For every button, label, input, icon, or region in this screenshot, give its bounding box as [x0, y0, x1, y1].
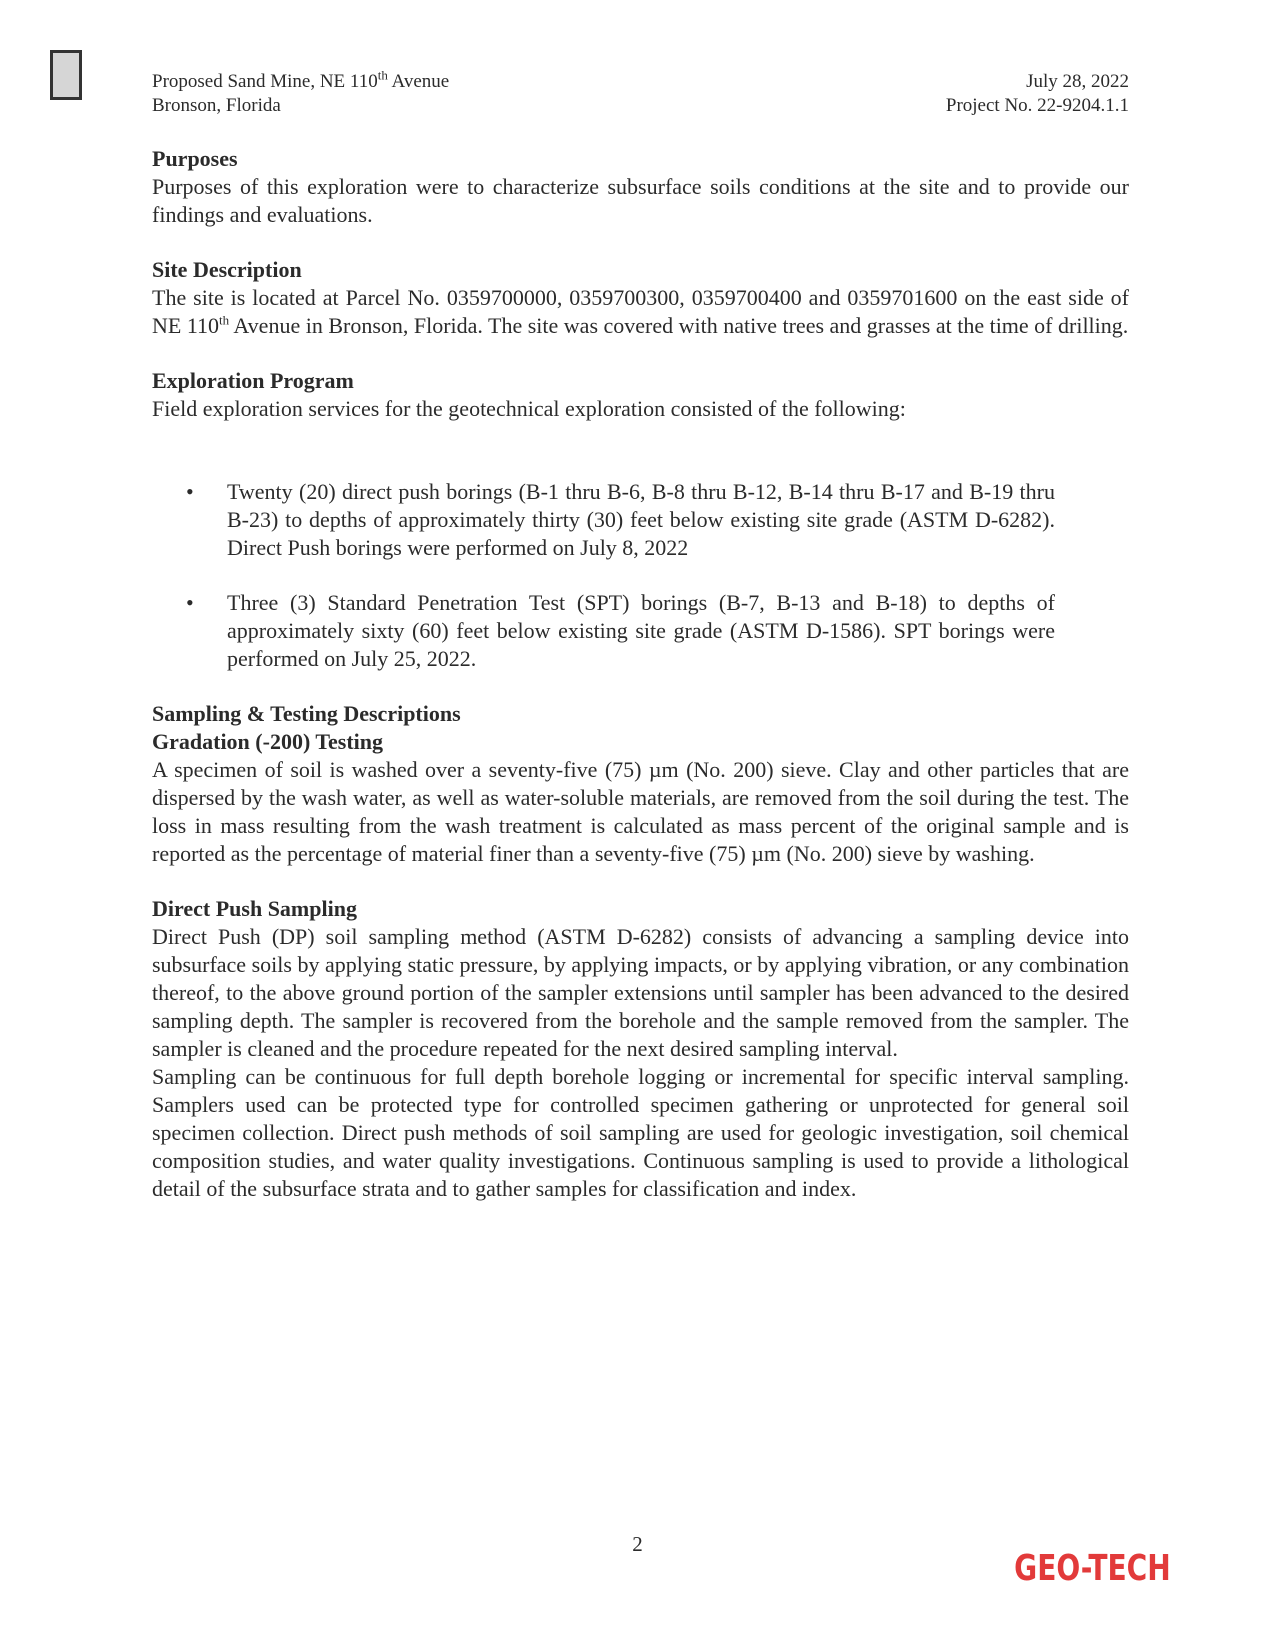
sampling-testing-heading: Sampling & Testing Descriptions [152, 701, 461, 726]
corner-marker [50, 50, 82, 100]
header-project-number: Project No. 22-9204.1.1 [945, 95, 1129, 116]
section-gradation [152, 728, 1129, 868]
section-exploration-program [152, 367, 1129, 673]
exploration-bullet-list [152, 478, 1129, 673]
site-description-text: The site is located at Parcel No. 0359700000, 0359700300, 0359700400 and 0359701600 on the east side of NE 110th Avenue in Bronson, Florida. The site was covered with native trees and grasses at the time of drilling. [152, 285, 1129, 338]
gradation-heading: Gradation (-200) Testing [152, 729, 384, 754]
section-direct-push [152, 895, 1129, 1203]
section-site-description [152, 256, 1129, 340]
page-number: 2 [632, 1532, 643, 1556]
direct-push-paragraph-1: Direct Push (DP) soil sampling method (ASTM D-6282) consists of advancing a sampling device into subsurface soils by applying static pressure, by applying impacts, or by applying vibration, or any combination thereof, to the above ground portion of the sampler extensions until sampler has been advanced to the desired sampling depth. The sampler is recovered from the borehole and the sample removed from the sampler. The sampler is cleaned and the procedure repeated for the next desired sampling interval. [152, 924, 1129, 1061]
site-description-heading: Site Description [152, 257, 302, 282]
list-item: • Three (3) Standard Penetration Test (SPT) borings (B-7, B-13 and B-18) to depths of approximately sixty (60) feet below existing site grade (ASTM D-1586). SPT borings were performed on July 25, 2022. [186, 590, 1055, 671]
list-item: • Twenty (20) direct push borings (B-1 thru B-6, B-8 thru B-12, B-14 thru B-17 and B-19 thru B-23) to depths of approximately thirty (30) feet below existing site grade (ASTM D-6282). Direct Push borings were performed on July 8, 2022 [186, 479, 1055, 560]
gradation-text: A specimen of soil is washed over a seventy-five (75) µm (No. 200) sieve. Clay and other particles that are dispersed by the wash water, as well as water-soluble materials, are removed from the soil during the test. The loss in mass resulting from the wash treatment is calculated as mass percent of the original sample and is reported as the percentage of material finer than a seventy-five (75) µm (No. 200) sieve by washing. [152, 757, 1129, 866]
header-right [946, 70, 1129, 118]
exploration-program-intro: Field exploration services for the geotechnical exploration consisted of the following: [152, 396, 906, 421]
document-body [152, 145, 1129, 1203]
purposes-heading: Purposes [152, 146, 238, 171]
purposes-text: Purposes of this exploration were to characterize subsurface soils conditions at the site and to provide our findings and evaluations. [152, 174, 1129, 227]
header-left [152, 67, 450, 118]
bullet-icon: • [186, 590, 194, 615]
direct-push-heading: Direct Push Sampling [152, 896, 357, 921]
section-purposes [152, 145, 1129, 229]
geo-tech-logo: GEO-TECH [1014, 1548, 1171, 1589]
direct-push-paragraph-2: Sampling can be continuous for full depth borehole logging or incremental for specific interval sampling. Samplers used can be protected type for controlled specimen gathering or unprotected for general soil specimen collection. Direct push methods of soil sampling are used for geologic investigation, soil chemical composition studies, and water quality investigations. Continuous sampling is used to provide a lithological detail of the subsurface strata and to gather samples for classification and index. [152, 1064, 1129, 1201]
header-date: July 28, 2022 [1026, 71, 1129, 92]
bullet-icon: • [186, 479, 194, 504]
exploration-program-heading: Exploration Program [152, 368, 354, 393]
header-project-line: Proposed Sand Mine, NE 110th Avenue [152, 67, 450, 92]
header-location-line: Bronson, Florida [152, 95, 281, 116]
